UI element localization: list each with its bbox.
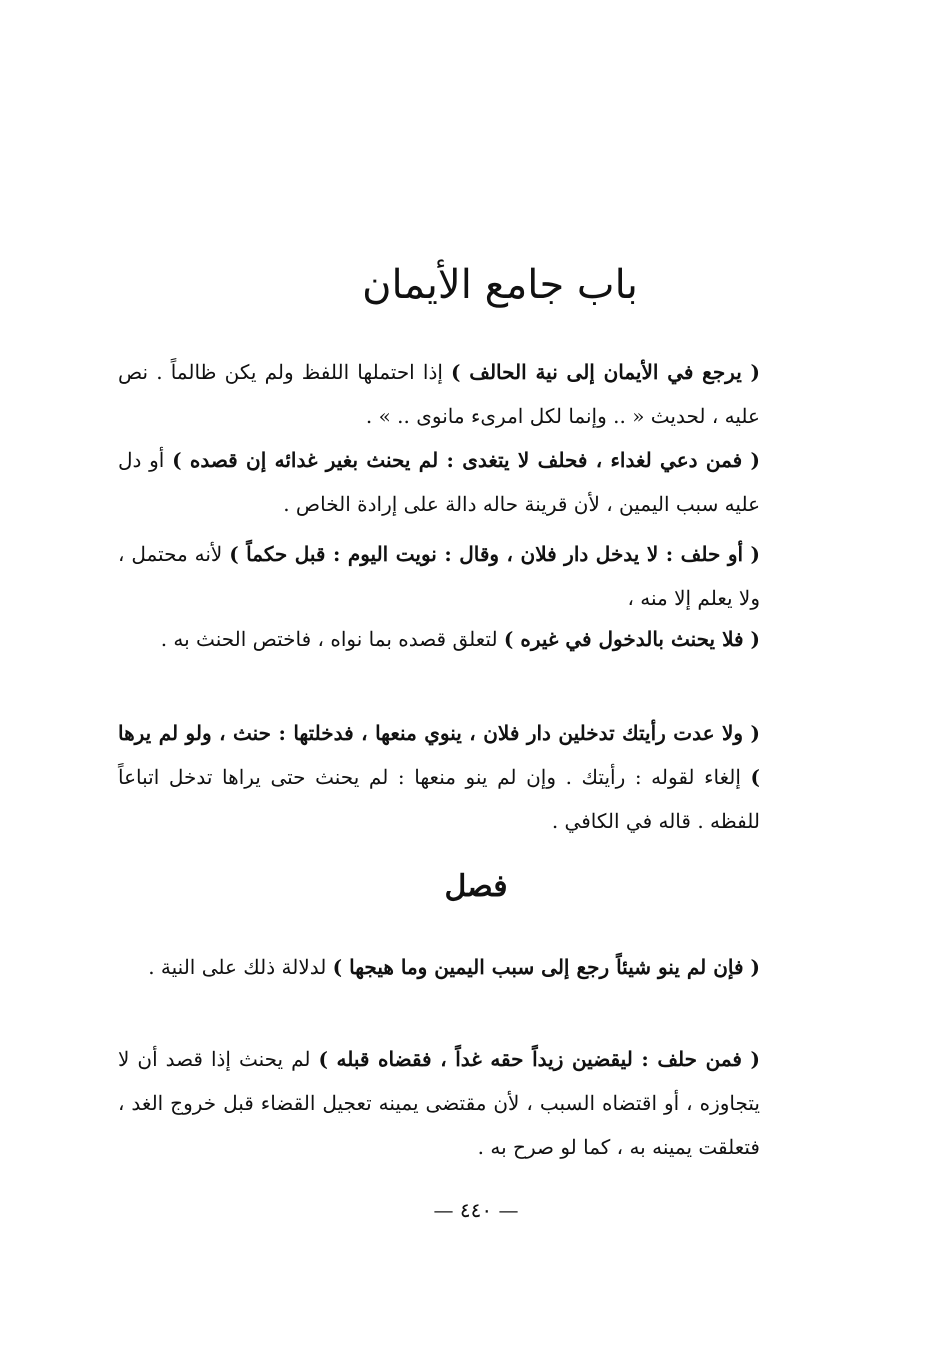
- section-title: فصل: [444, 869, 508, 904]
- matn-text: ( أو حلف : لا يدخل دار فلان ، وقال : نويت اليوم : قبل حكماً ): [229, 542, 761, 566]
- paragraph: [118, 945, 760, 989]
- sharh-text: أو دل عليه سبب اليمين ، لأن قرينة حاله دالة على إرادة الخاص .: [118, 448, 760, 516]
- matn-text: ( يرجع في الأيمان إلى نية الحالف ): [451, 360, 760, 384]
- matn-text: ( فلا يحنث بالدخول في غيره ): [503, 627, 760, 651]
- sharh-text: لم يحنث إذا قصد أن لا يتجاوزه ، أو اقتضاه السبب ، لأن مقتضى يمينه تعجيل القضاء قبل خروج الغد ، فتعلقت يمينه به ، كما لو صرح به .: [118, 1047, 760, 1159]
- sharh-text: لتعلق قصده بما نواه ، فاختص الحنث به .: [160, 627, 504, 651]
- paragraph: [118, 1037, 760, 1169]
- sharh-text: لأنه محتمل ، ولا يعلم إلا منه ،: [118, 542, 760, 610]
- paragraph: [118, 711, 760, 843]
- paragraph: [118, 532, 760, 620]
- matn-text: ( فمن دعي لغداء ، فحلف لا يتغدى : لم يحنث بغير غدائه إن قصده ): [172, 448, 760, 472]
- matn-text: ( فإن لم ينو شيئاً رجع إلى سبب اليمين وما هيجها ): [332, 955, 760, 979]
- paragraph: [118, 350, 760, 438]
- sharh-text: إلغاء لقوله : رأيتك . وإن لم ينو منعها : لم يحنث حتى يراها تدخل اتباعاً للفظه . قاله في الكافي .: [118, 765, 760, 833]
- sharh-text: إذا احتملها اللفظ ولم يكن ظالماً . نص عليه ، لحديث « .. وإنما لكل امرىء مانوى .. » .: [118, 360, 760, 428]
- paragraph: [118, 438, 760, 526]
- page-number: — ٤٤٠ —: [433, 1198, 519, 1222]
- sharh-text: لدلالة ذلك على النية .: [148, 955, 333, 979]
- paragraph: [118, 617, 760, 661]
- chapter-title: باب جامع الأيمان: [362, 262, 638, 308]
- matn-text: ( فمن حلف : ليقضين زيداً حقه غداً ، فقضاه قبله ): [318, 1047, 760, 1071]
- matn-text: ( ولا عدت رأيتك تدخلين دار فلان ، ينوي منعها ، فدخلتها : حنث ، ولو لم يرها ): [118, 721, 760, 789]
